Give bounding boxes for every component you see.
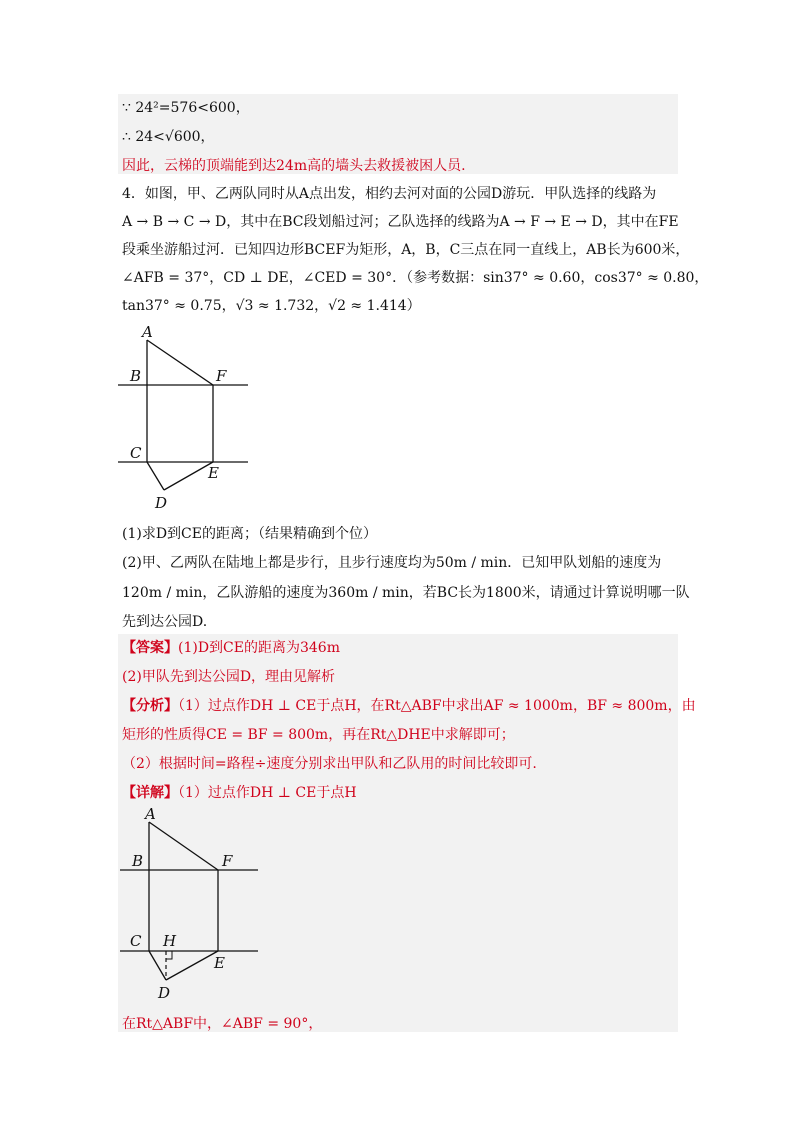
label-B: B bbox=[130, 367, 142, 385]
segment-AF bbox=[147, 340, 213, 385]
top-line-1: ∵ 24²=576<600， bbox=[122, 100, 250, 116]
top-conclusion: 因此，云梯的顶端能到达24m高的墙头去救援被困人员. bbox=[122, 158, 466, 174]
question-2-line-3: 先到达公园D. bbox=[122, 614, 208, 630]
detail-1-text: （1）过点作DH ⊥ CE于点H bbox=[178, 785, 357, 801]
label2-H: H bbox=[163, 932, 177, 950]
label2-B: B bbox=[132, 852, 144, 870]
segment-AF-2 bbox=[149, 822, 218, 870]
figure-2-diagram bbox=[118, 802, 268, 1002]
analysis-tag: 【分析】 bbox=[122, 698, 178, 714]
right-angle-mark bbox=[166, 951, 172, 959]
label-A: A bbox=[142, 323, 153, 341]
label-D: D bbox=[155, 494, 168, 512]
problem-line-1: 4．如图，甲、乙两队同时从A点出发，相约去河对面的公园D游玩．甲队选择的线路为 bbox=[122, 186, 657, 202]
question-2-line-2: 120m / min，乙队游船的速度为360m / min，若BC长为1800米，请通过计算说明哪一队 bbox=[122, 585, 690, 601]
segment-DE bbox=[164, 462, 213, 490]
segment-CD bbox=[147, 462, 164, 490]
question-2-line-1: (2)甲、乙两队在陆地上都是步行，且步行速度均为50m / min．已知甲队划船的速度为 bbox=[122, 555, 662, 571]
analysis-line-3: （2）根据时间=路程÷速度分别求出甲队和乙队用的时间比较即可. bbox=[122, 756, 537, 772]
label-C: C bbox=[130, 444, 142, 462]
detail-tag: 【详解】 bbox=[122, 785, 178, 801]
answer-tag: 【答案】 bbox=[122, 640, 178, 656]
answer-1-text: (1)D到CE的距离为346m bbox=[178, 640, 340, 656]
analysis-1-text: （1）过点作DH ⊥ CE于点H，在Rt△ABF中求出AF ≈ 1000m，BF ≈ 800m，由 bbox=[178, 698, 696, 714]
segment-DE-2 bbox=[166, 951, 218, 980]
label2-C: C bbox=[130, 932, 142, 950]
label2-D: D bbox=[158, 984, 171, 1002]
problem-line-5: tan37° ≈ 0.75，√3 ≈ 1.732，√2 ≈ 1.414） bbox=[122, 298, 421, 314]
answer-line-2: (2)甲队先到达公园D，理由见解析 bbox=[122, 669, 336, 685]
label2-F: F bbox=[222, 852, 233, 870]
problem-line-2: A → B → C → D，其中在BC段划船过河；乙队选择的线路为A → F → E → D，其中在FE bbox=[122, 214, 679, 230]
label2-A: A bbox=[145, 805, 156, 823]
segment-CD-2 bbox=[149, 951, 166, 980]
label2-E: E bbox=[214, 954, 225, 972]
problem-line-3: 段乘坐游船过河．已知四边形BCEF为矩形，A，B，C三点在同一直线上，AB长为600米， bbox=[122, 242, 690, 258]
question-1: (1)求D到CE的距离；（结果精确到个位） bbox=[122, 526, 377, 542]
analysis-line-2: 矩形的性质得CE = BF = 800m，再在Rt△DHE中求解即可； bbox=[122, 727, 515, 743]
label-F: F bbox=[216, 367, 227, 385]
label-E: E bbox=[208, 464, 219, 482]
bottom-line: 在Rt△ABF中，∠ABF = 90°， bbox=[122, 1016, 323, 1032]
figure-1-diagram bbox=[118, 322, 258, 514]
detail-line-1 bbox=[122, 783, 357, 803]
analysis-line-1 bbox=[122, 696, 696, 716]
problem-line-4: ∠AFB = 37°，CD ⊥ DE，∠CED = 30°．（参考数据：sin37° ≈ 0.60，cos37° ≈ 0.80， bbox=[122, 270, 709, 286]
top-line-2: ∴ 24<√600， bbox=[122, 129, 215, 145]
answer-line-1 bbox=[122, 638, 340, 658]
